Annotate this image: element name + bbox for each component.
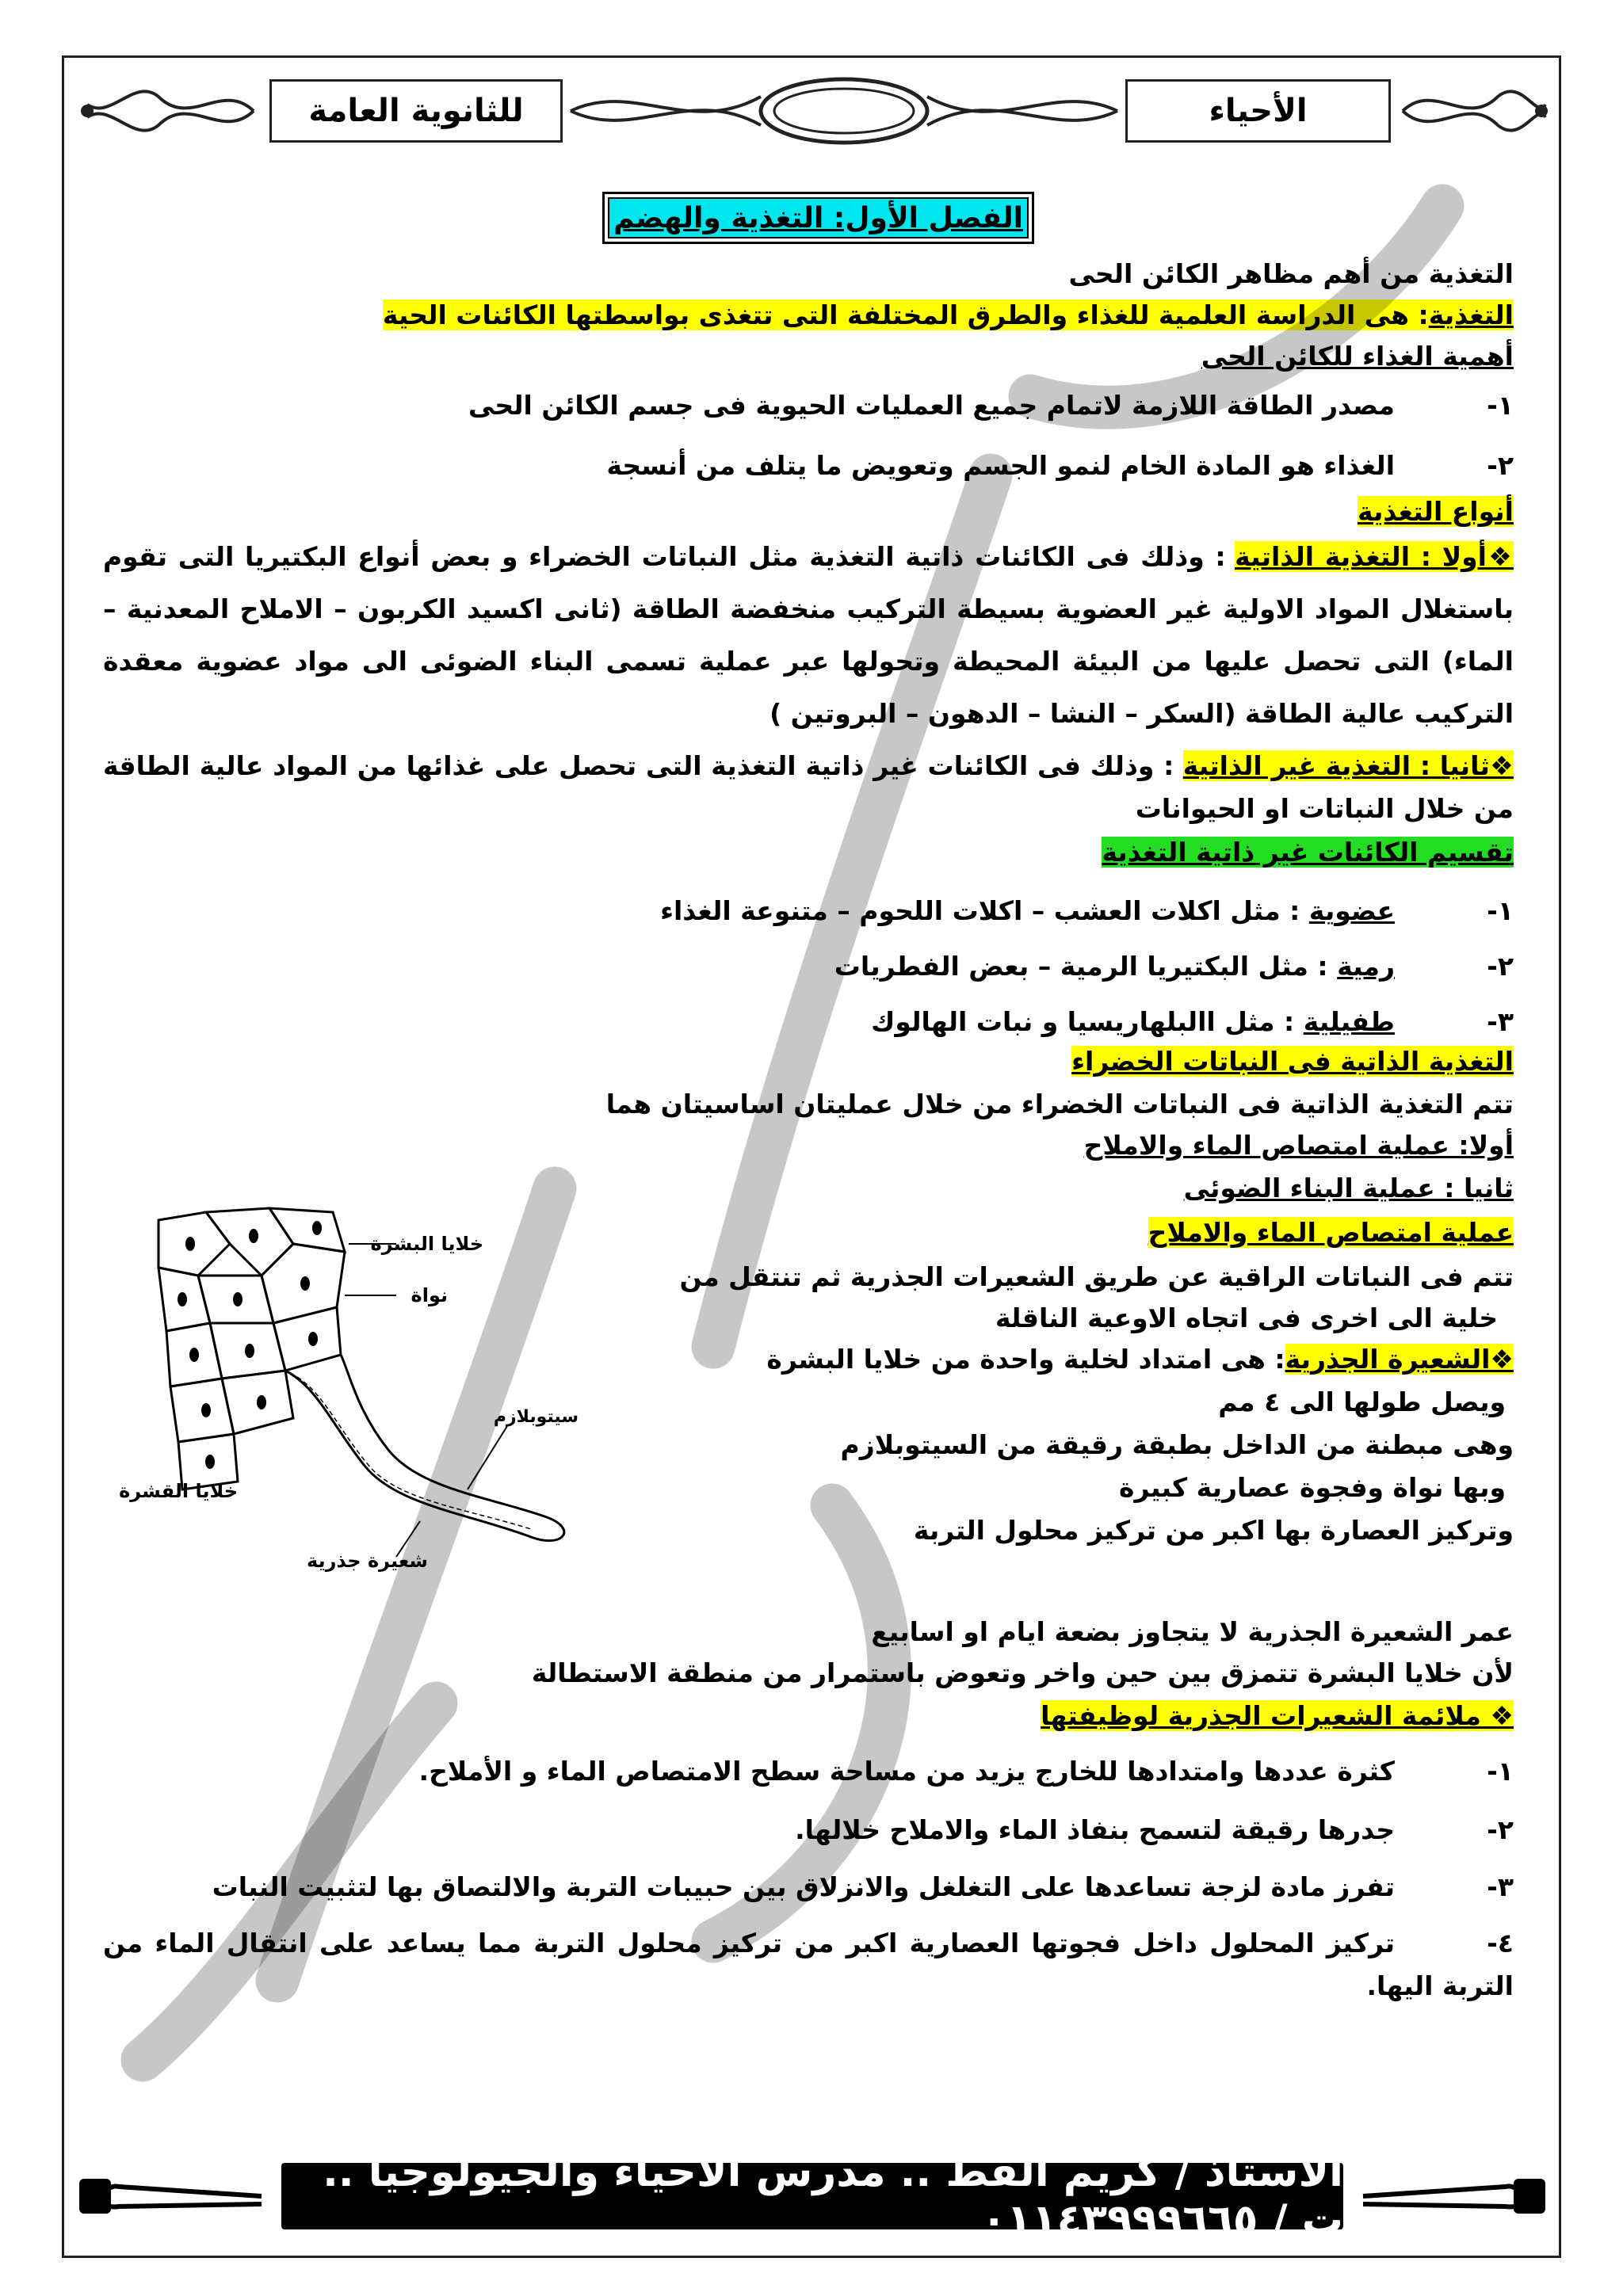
importance-heading: أهمية الغذاء للكائن الحى [1201, 341, 1514, 372]
left-ornament-icon [71, 73, 262, 149]
root-hair-fact: ويصل طولها الى ٤ مم [1218, 1386, 1506, 1417]
chapter-title: الفصل الأول: التغذية والهضم [608, 197, 1029, 238]
item-number: ٢- [1487, 951, 1514, 982]
item-number: ١- [1487, 895, 1514, 926]
process-two: ثانيا : عملية البناء الضوئى [1183, 1173, 1514, 1203]
item-text: كثرة عددها وامتدادها للخارج يزيد من مساحة سطح الامتصاص الماء و الأملاح. [418, 1756, 1395, 1787]
item-number: ٣- [1487, 1006, 1514, 1037]
item-text: : مثل اكلات العشب – اكلات اللحوم – متنوعة الغذاء [660, 895, 1309, 926]
item-term: عضوية [1308, 895, 1395, 926]
root-hair-diagram [119, 1196, 674, 1577]
importance-item [468, 390, 1514, 421]
item-text: : مثل االبلهاريسيا و نبات الهالوك [871, 1006, 1304, 1037]
autotrophic-text: : وذلك فى الكائنات ذاتية التغذية مثل النباتات الخضراء و بعض أنواع البكتيريا التى تقوم باستغلال المواد الاولية غير العضوية بسيطة التركيب منخفضة الطاقة (ثانى اكسيد الكربون – الاملاح المعدنية – الماء) التى تحصل عليها من البيئة المحيطة وتحولها عبر عملية تسمى البناء الضوئى الى مواد عضوية معقدة التركيب عالية الطاقة (السكر – النشا – الدهون – البروتين ) [103, 541, 1514, 729]
cytoplasm-lining [297, 1377, 531, 1529]
root-hair-fact: وبها نواة وفجوة عصارية كبيرة [1119, 1472, 1506, 1503]
grade-label: للثانوية العامة [269, 79, 563, 143]
subject-label: الأحياء [1125, 79, 1391, 143]
nuclei [178, 1221, 322, 1469]
item-term: رمية [1337, 951, 1395, 982]
label-cortex: خلايا القشرة [119, 1480, 238, 1502]
label-cytoplasm: سيتوبلازم [493, 1407, 579, 1427]
green-plants-heading: التغذية الذاتية فى النباتات الخضراء [1071, 1046, 1514, 1077]
label-nucleus: نواة [411, 1284, 448, 1306]
green-plants-line: تتم التغذية الذاتية فى النباتات الخضراء من خلال عمليتان اساسيتان هما [605, 1089, 1514, 1119]
definition-text: : هى الدراسة العلمية للغذاء والطرق المختلفة التى تتغذى بواسطتها الكائنات الحية [382, 299, 1429, 330]
definition-line [383, 299, 1514, 330]
autotrophic-paragraph [103, 531, 1514, 740]
label-epidermis: خلايا البشرة [370, 1233, 483, 1255]
item-number: ١- [1487, 390, 1514, 421]
root-hair-term: ❖الشعيرة الجذرية [1285, 1344, 1514, 1375]
item-number: ٢- [1487, 450, 1514, 481]
item-term: طفيلية [1303, 1006, 1395, 1037]
types-heading: أنواع التغذية [1357, 496, 1514, 527]
item-number: ١- [1487, 1756, 1514, 1787]
item-number: ٣- [1487, 1871, 1514, 1902]
process-one: أولا: عملية امتصاص الماء والاملاح [1083, 1130, 1514, 1161]
page-footer [71, 2149, 1553, 2244]
root-hair-fact: وهى مبطنة من الداخل بطبقة رقيقة من السيتوبلازم [840, 1429, 1514, 1460]
classification-item [834, 951, 1514, 982]
adaptation-item [419, 1756, 1514, 1787]
item-text: : مثل البكتيريا الرمية – بعض الفطريات [834, 951, 1338, 982]
adaptation-item [212, 1871, 1514, 1902]
page-header [71, 65, 1553, 160]
teacher-contact-banner: الأستاذ / كريم القط .. مدرس الأحياء والجيولوجيا .. ت / ٠١١٤٣٩٩٩٦٦٥ [281, 2163, 1343, 2229]
item-text: جدرها رقيقة لتسمح بنفاذ الماء والاملاح خلالها. [795, 1814, 1395, 1845]
item-text: تركيز المحلول داخل فجوتها العصارية اكبر من تركيز محلول التربة مما يساعد على انتقال الماء من التربة اليها. [103, 1928, 1514, 2001]
item-text: الغذاء هو المادة الخام لنمو الجسم وتعويض ما يتلف من أنسجة [606, 450, 1395, 481]
item-text: مصدر الطاقة اللازمة لاتمام جميع العمليات الحيوية فى جسم الكائن الحى [468, 390, 1395, 421]
heterotrophic-text: : وذلك فى الكائنات غير ذاتية التغذية التى تحصل على غذائها من المواد عالية الطاقة من خلال النباتات او الحيوانات [103, 750, 1514, 824]
autotrophic-term: ❖أولا : التغذية الذاتية [1235, 541, 1514, 572]
root-hair-definition [766, 1344, 1514, 1375]
importance-item [606, 450, 1514, 481]
intro-line: التغذية من أهم مظاهر الكائن الحى [1068, 258, 1514, 289]
lifespan-line: عمر الشعيرة الجذرية لا يتجاوز بضعة ايام او اسابيع [871, 1616, 1514, 1647]
root-hair-outline [285, 1355, 564, 1541]
center-ornament-icon [571, 73, 1117, 149]
right-hand-icon [1355, 2163, 1553, 2229]
absorption-line: خلية الى اخرى فى اتجاه الاوعية الناقلة [995, 1302, 1498, 1333]
absorption-heading: عملية امتصاص الماء والاملاح [1148, 1217, 1514, 1248]
item-text: تفرز مادة لزجة تساعدها على التغلغل والانزلاق بين حبيبات التربة والالتصاق بها لتثبيت النبات [212, 1871, 1395, 1902]
classification-heading: تقسيم الكائنات غير ذاتية التغذية [1102, 837, 1514, 868]
right-ornament-icon [1395, 73, 1553, 149]
heterotrophic-term: ❖ثانيا : التغذية غير الذاتية [1182, 750, 1514, 781]
left-hand-icon [71, 2163, 269, 2229]
cytoplasm-pointer [468, 1426, 507, 1489]
root-hair-fact: وتركيز العصارة بها اكبر من تركيز محلول التربة [913, 1515, 1514, 1546]
item-number: ٤- [1487, 1928, 1514, 1958]
chapter-title-box [602, 192, 1034, 244]
adaptation-item [103, 1922, 1514, 2008]
definition-term: التغذية [1428, 299, 1514, 330]
root-hair-text: : هى امتداد لخلية واحدة من خلايا البشرة [766, 1344, 1285, 1375]
absorption-line: تتم فى النباتات الراقية عن طريق الشعيرات الجذرية ثم تنتقل من [679, 1261, 1514, 1292]
lifespan-line: لأن خلايا البشرة تتمزق بين حين واخر وتعوض باستمرار من منطقة الاستطالة [531, 1657, 1514, 1688]
item-number: ٢- [1487, 1814, 1514, 1845]
label-root-hair: شعيرة جذرية [307, 1550, 428, 1572]
classification-item [660, 895, 1514, 926]
heterotrophic-paragraph [103, 745, 1514, 830]
adaptation-item [795, 1814, 1514, 1845]
classification-item [871, 1006, 1514, 1037]
adaptation-heading: ❖ ملائمة الشعيرات الجذرية لوظيفتها [1041, 1700, 1514, 1731]
